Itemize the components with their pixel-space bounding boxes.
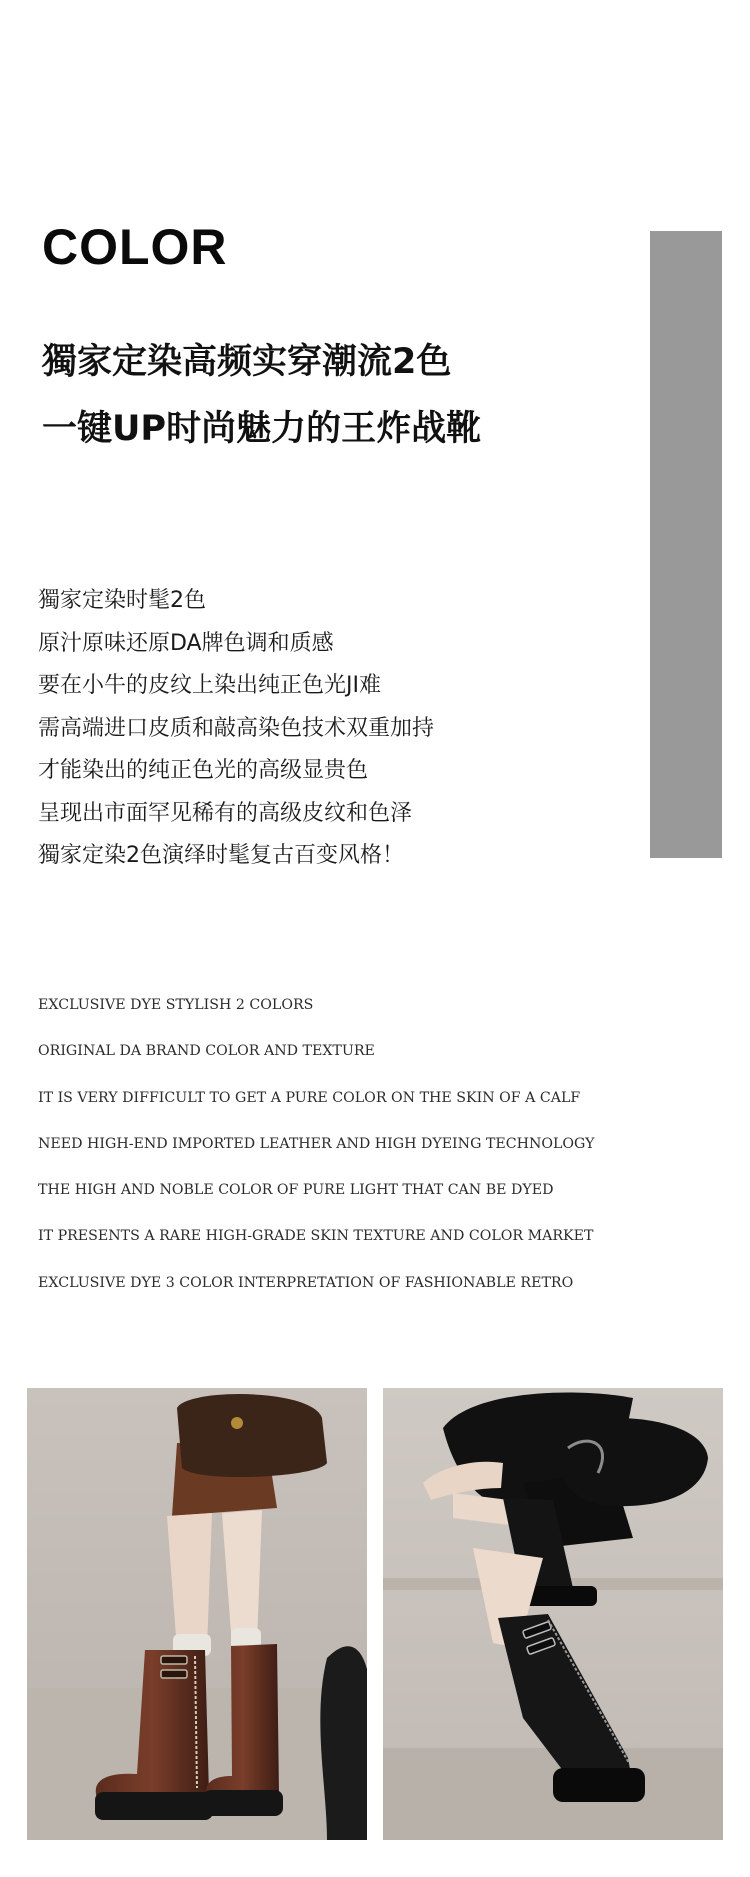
black-boots-illustration — [383, 1388, 723, 1840]
cn-line: 原汁原味还原DA牌色调和质感 — [38, 630, 334, 656]
front-boot-sole — [553, 1768, 645, 1802]
left-boot-buckle — [161, 1656, 187, 1664]
right-boot-sole — [203, 1790, 283, 1816]
cn-line: 需高端进口皮质和敲高染色技术双重加持 — [38, 715, 435, 741]
stool-shape — [320, 1646, 367, 1840]
en-line: THE HIGH AND NOBLE COLOR OF PURE LIGHT THAT CAN BE DYED — [38, 1182, 554, 1199]
chinese-description — [38, 580, 434, 878]
cn-line: 獨家定染2色演绎时髦复古百变风格！ — [38, 843, 404, 868]
section-heading: COLOR — [42, 219, 228, 275]
cn-line: 呈现出市面罕见稀有的高级皮纹和色泽 — [38, 800, 413, 826]
left-boot-sole — [95, 1792, 213, 1820]
en-line: IT PRESENTS A RARE HIGH-GRADE SKIN TEXTURE AND COLOR MARKET — [38, 1228, 594, 1245]
tagline-line-2: 一键UP时尚魅力的王炸战靴 — [42, 409, 482, 449]
en-line: EXCLUSIVE DYE STYLISH 2 COLORS — [38, 997, 314, 1013]
tagline-line-1: 獨家定染高频实穿潮流2色 — [42, 342, 452, 382]
bag — [177, 1394, 327, 1477]
cn-line: 才能染出的纯正色光的高级显贵色 — [38, 758, 369, 783]
en-line: ORIGINAL DA BRAND COLOR AND TEXTURE — [38, 1043, 375, 1060]
cn-line: 獨家定染时髦2色 — [38, 588, 206, 613]
left-boot-buckle — [161, 1670, 187, 1678]
cn-line: 要在小牛的皮纹上染出纯正色光JI难 — [38, 673, 381, 698]
en-line: EXCLUSIVE DYE 3 COLOR INTERPRETATION OF FASHIONABLE RETRO — [38, 1274, 574, 1291]
decorative-gray-bar — [650, 231, 722, 858]
bag-clasp — [231, 1417, 243, 1429]
black-boots-photo — [383, 1388, 723, 1840]
en-line: NEED HIGH-END IMPORTED LEATHER AND HIGH DYEING TECHNOLOGY — [38, 1135, 595, 1152]
english-description — [38, 982, 595, 1306]
brown-boots-photo — [27, 1388, 367, 1840]
brown-boots-illustration — [27, 1388, 367, 1840]
en-line: IT IS VERY DIFFICULT TO GET A PURE COLOR ON THE SKIN OF A CALF — [38, 1089, 581, 1106]
